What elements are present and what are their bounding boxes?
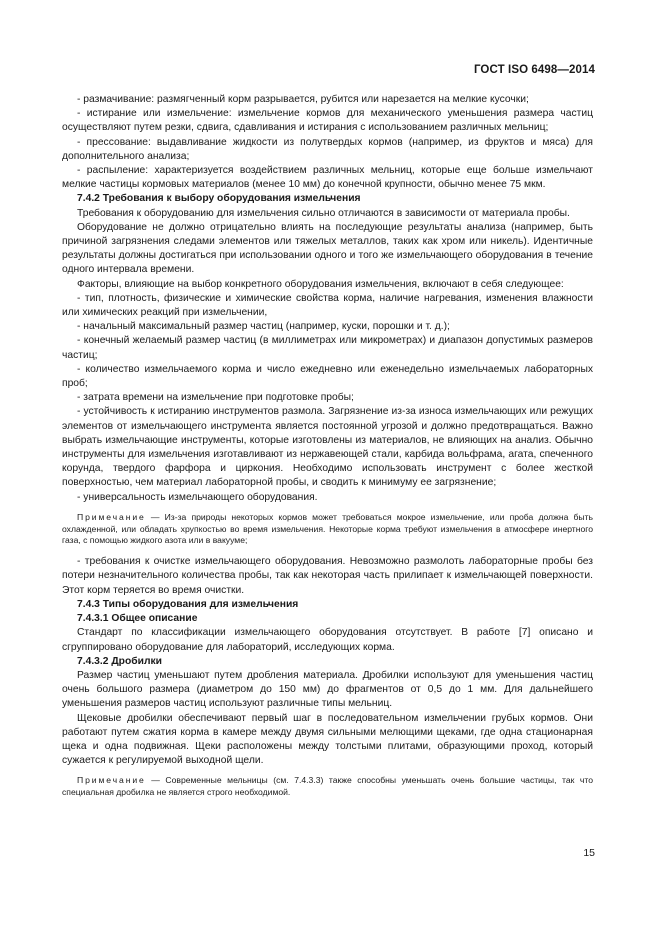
list-item: - конечный желаемый размер частиц (в миллиметрах или микрометрах) и диапазон допустимых размеров частиц; <box>62 335 593 361</box>
paragraph: - прессование: выдавливание жидкости из полутвердых кормов (например, из фруктов и мяса) для дополнительного анализа; <box>62 136 593 162</box>
list-item: - затрата времени на измельчение при подготовке пробы; <box>77 392 354 404</box>
section-heading-7-4-3-1: 7.4.3.1 Общее описание <box>77 613 198 625</box>
list-item: - требования к очистке измельчающего оборудования. Невозможно размолоть лабораторные пробы без потери незначительного количества пробы, так как некоторая часть прилипает к измельчающей поверхности. Этот корм теряется во время очистки. <box>62 556 593 596</box>
section-heading-7-4-3: 7.4.3 Типы оборудования для измельчения <box>77 598 299 610</box>
paragraph: Оборудование не должно отрицательно влиять на последующие результаты анализа (например, быть причиной загрязнения следами элементов или тяжелых металлов, таких как хром или никель). Идентичные результаты должны достигаться при использовании одного и того же измельчающего оборудования в течение одного интервала времени. <box>62 221 593 276</box>
list-item: - универсальность измельчающего оборудования. <box>77 491 318 503</box>
list-item: - устойчивость к истиранию инструментов размола. Загрязнение из-за износа измельчающих или режущих элементов от измельчающего инструмента является постоянной угрозой и должно предотвращаться. Важно выбрать измельчающие инструменты, которые изготовлены из материалов, не влияющих на анализ. Обычно инструменты для измельчения изготавливают из нержавеющей стали, карбида вольфрама, агата, спеченного корунда, твердого фарфора и циркония. Необходимо использовать инструмент с более жесткой поверхностью, чем материал лабораторной пробы, и сводить к минимуму ее загрязнение; <box>62 406 593 489</box>
document-header: ГОСТ ISO 6498—2014 <box>473 64 595 76</box>
paragraph: - распыление: характеризуется воздействием различных мельниц, которые еще больше измельчают мелкие частицы кормовых материалов (менее 10 мм) до конечной крупности, обычно менее 75 мкм. <box>62 165 593 191</box>
list-item: - начальный максимальный размер частиц (например, куски, порошки и т. д.); <box>77 321 450 333</box>
paragraph: - истирание или измельчение: измельчение кормов для механического уменьшения размера частиц осуществляют путем резки, сдвига, сдавливания и истирания с использованием различных мельниц; <box>62 108 593 134</box>
list-item: - количество измельчаемого корма и число ежедневно или еженедельно измельчаемых лабораторных проб; <box>62 363 593 390</box>
paragraph: Размер частиц уменьшают путем дробления материала. Дробилки используют для уменьшения частиц очень большого размера (диаметром до 150 мм) до фрагментов от 0,5 до 1 мм. Для дальнейшего уменьшения размеров частиц используют различные типы мельниц. <box>62 669 593 710</box>
note <box>62 775 593 799</box>
paragraph: Щековые дробилки обеспечивают первый шаг в последовательном измельчении грубых кормов. Они работают путем сжатия корма в камере между двумя сильными мелющими щеками, где одна стационарная щека и одна подвижная. Щеки расположены между толстыми плитами, образующими проход, который сужается к регулируемой выходной щели. <box>62 712 593 767</box>
paragraph: Требования к оборудованию для измельчения сильно отличаются в зависимости от материала пробы. <box>77 207 570 219</box>
note-label: Примечание <box>77 511 146 522</box>
paragraph: Стандарт по классификации измельчающего оборудования отсутствует. В работе [7] описано и сгруппировано оборудование для лабораторий, исследующих корма. <box>62 627 593 653</box>
section-heading-7-4-3-2: 7.4.3.2 Дробилки <box>77 655 162 667</box>
note-text: — Современные мельницы (см. 7.4.3.3) также способны уменьшать очень большие частицы, так что специальная дробилка не является строго необходимой. <box>62 775 593 798</box>
note <box>62 512 593 547</box>
list-item: - тип, плотность, физические и химические свойства корма, наличие нагревания, изменения влажности или химических реакций при измельчении, <box>62 292 593 319</box>
note-label: Примечание <box>77 775 146 786</box>
paragraph: Факторы, влияющие на выбор конкретного оборудования измельчения, включают в себя следующее: <box>77 278 564 290</box>
section-heading-7-4-2: 7.4.2 Требования к выбору оборудования измельчения <box>77 193 361 205</box>
note-text: — Из-за природы некоторых кормов может требоваться мокрое измельчение, или проба должна быть охлажденной, или обладать хрупкостью во время измельчения. Некоторые корма требуют измельчения в атмосфере инертного газа, с помощью жидкого азота или в вакууме; <box>62 511 593 546</box>
document-body <box>62 93 593 807</box>
page-number: 15 <box>583 847 595 859</box>
paragraph: - размачивание: размягченный корм разрывается, рубится или нарезается на мелкие кусочки; <box>77 94 529 105</box>
